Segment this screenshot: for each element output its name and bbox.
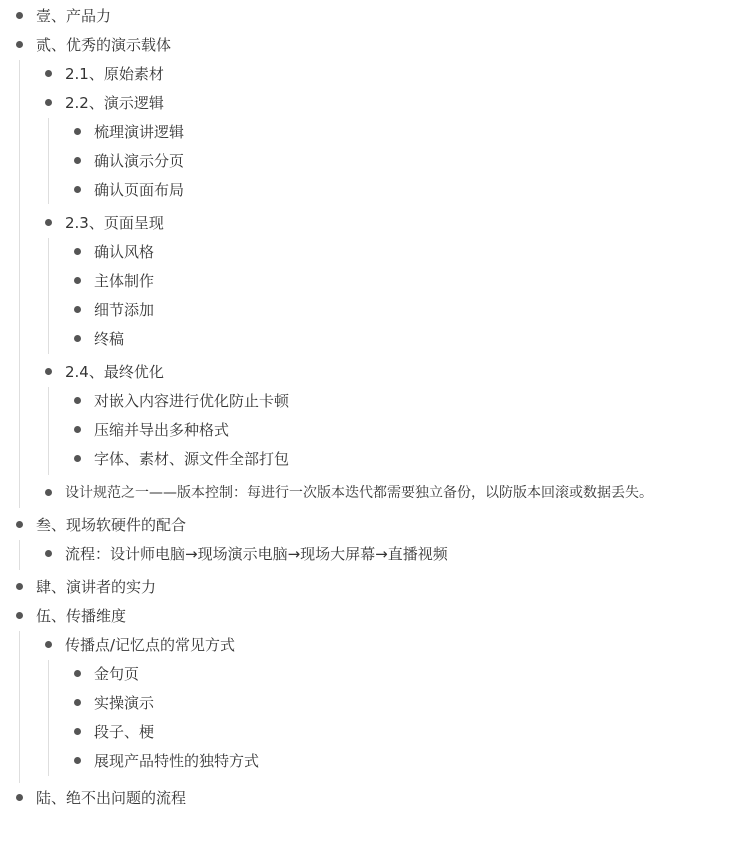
bullet-dot-icon	[74, 157, 81, 164]
outline-item-label: 壹、产品力	[36, 7, 112, 25]
bullet-dot-icon	[16, 583, 23, 590]
guide-line-section-2	[19, 60, 20, 508]
bullet-dot-icon	[74, 277, 81, 284]
bullet-dot-icon	[16, 12, 23, 19]
bullet-dot-icon	[74, 670, 81, 677]
outline-item-label: 对嵌入内容进行优化防止卡顿	[94, 392, 290, 410]
outline-item-label: 实操演示	[94, 694, 155, 712]
bullet-dot-icon	[74, 397, 81, 404]
outline-item-label: 2.4、最终优化	[65, 363, 164, 381]
bullet-dot-icon	[16, 794, 23, 801]
guide-line-sub-2-4	[48, 387, 49, 475]
outline-item-label: 确认风格	[94, 243, 155, 261]
outline-item-label: 主体制作	[94, 272, 155, 290]
guide-line-section-5	[19, 631, 20, 783]
outline-item-label: 2.1、原始素材	[65, 65, 164, 83]
outline-item-label: 肆、演讲者的实力	[36, 578, 157, 596]
bullet-dot-icon	[74, 128, 81, 135]
bullet-dot-icon	[74, 248, 81, 255]
bullet-dot-icon	[74, 728, 81, 735]
outline-item-label: 细节添加	[94, 301, 155, 319]
guide-line-sub-2-3	[48, 238, 49, 354]
bullet-dot-icon	[16, 612, 23, 619]
bullet-dot-icon	[74, 455, 81, 462]
outline-item-label: 确认页面布局	[94, 181, 185, 199]
bullet-dot-icon	[74, 757, 81, 764]
bullet-dot-icon	[45, 550, 52, 557]
outline-item-label: 2.2、演示逻辑	[65, 94, 164, 112]
outline-item-label: 金句页	[94, 665, 140, 683]
outline-item-label: 确认演示分页	[94, 152, 185, 170]
bullet-dot-icon	[74, 426, 81, 433]
bullet-dot-icon	[74, 335, 81, 342]
outline-item-label: 压缩并导出多种格式	[94, 421, 230, 439]
outline-item-label: 展现产品特性的独特方式	[94, 752, 260, 770]
bullet-dot-icon	[45, 70, 52, 77]
outline-item-label: 2.3、页面呈现	[65, 214, 164, 232]
outline-item-label: 梳理演讲逻辑	[94, 123, 185, 141]
bullet-dot-icon	[45, 489, 52, 496]
guide-line-sub-2-2	[48, 118, 49, 204]
bullet-dot-icon	[45, 219, 52, 226]
outline-item-label: 字体、素材、源文件全部打包	[94, 450, 290, 468]
bullet-dot-icon	[45, 99, 52, 106]
outline-item-label: 流程：设计师电脑→现场演示电脑→现场大屏幕→直播视频	[65, 545, 448, 563]
bullet-dot-icon	[16, 41, 23, 48]
outline-item-label: 传播点/记忆点的常见方式	[65, 636, 236, 654]
outline-item-label: 段子、梗	[94, 723, 155, 741]
outline-item-label: 陆、绝不出问题的流程	[36, 789, 187, 807]
bullet-dot-icon	[74, 186, 81, 193]
bullet-dot-icon	[45, 641, 52, 648]
guide-line-section-3	[19, 540, 20, 570]
bullet-dot-icon	[74, 699, 81, 706]
outline-item-label: 伍、传播维度	[36, 607, 127, 625]
outline-item-label: 贰、优秀的演示载体	[36, 36, 172, 54]
bullet-dot-icon	[45, 368, 52, 375]
outline-item-label: 叁、现场软硬件的配合	[36, 516, 187, 534]
guide-line-sub-5-1	[48, 660, 49, 776]
outline-item-label: 设计规范之一——版本控制：每进行一次版本迭代都需要独立备份，以防版本回滚或数据丢失。	[65, 485, 653, 501]
outline-item-label: 终稿	[94, 330, 125, 348]
bullet-dot-icon	[74, 306, 81, 313]
bullet-dot-icon	[16, 521, 23, 528]
